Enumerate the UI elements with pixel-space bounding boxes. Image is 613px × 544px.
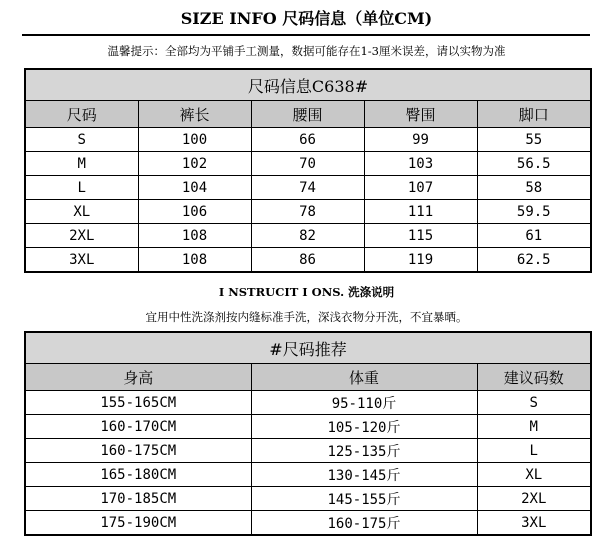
table-row	[25, 415, 591, 439]
table-cell: 61	[477, 224, 591, 248]
size-table-header	[25, 101, 591, 128]
table-cell: 3XL	[477, 511, 591, 536]
column-header: 体重	[251, 364, 477, 391]
table-cell: 125-135斤	[251, 439, 477, 463]
column-header: 腰围	[251, 101, 364, 128]
size-table-caption: 尺码信息C638#	[25, 69, 591, 101]
table-cell: 108	[138, 224, 251, 248]
table-row	[25, 391, 591, 415]
table-cell: S	[477, 391, 591, 415]
table-row	[25, 224, 591, 248]
table-cell: S	[25, 128, 138, 152]
table-cell: 105-120斤	[251, 415, 477, 439]
table-cell: 2XL	[25, 224, 138, 248]
table-cell: XL	[25, 200, 138, 224]
table-cell: XL	[477, 463, 591, 487]
table-cell: 106	[138, 200, 251, 224]
table-cell: 145-155斤	[251, 487, 477, 511]
table-cell: 108	[138, 248, 251, 273]
table-cell: 58	[477, 176, 591, 200]
table-cell: 70	[251, 152, 364, 176]
column-header: 建议码数	[477, 364, 591, 391]
table-cell: 74	[251, 176, 364, 200]
table-cell: 107	[364, 176, 477, 200]
table-cell: 175-190CM	[25, 511, 251, 536]
table-cell: 160-175斤	[251, 511, 477, 536]
table-cell: 111	[364, 200, 477, 224]
table-row	[25, 439, 591, 463]
table-cell: 155-165CM	[25, 391, 251, 415]
table-cell: 100	[138, 128, 251, 152]
size-recommendation-table	[24, 331, 592, 536]
instructions-title: I NSTRUCIT I ONS. 洗涤说明	[218, 285, 395, 299]
table-cell: L	[25, 176, 138, 200]
column-header: 身高	[25, 364, 251, 391]
column-header: 臀围	[364, 101, 477, 128]
page-title: SIZE INFO 尺码信息（单位CM)	[180, 9, 433, 28]
recommend-table-caption: #尺码推荐	[25, 332, 591, 364]
table-cell: 86	[251, 248, 364, 273]
column-header: 裤长	[138, 101, 251, 128]
table-cell: 66	[251, 128, 364, 152]
table-row	[25, 487, 591, 511]
table-cell: 56.5	[477, 152, 591, 176]
recommend-table-header	[25, 364, 591, 391]
table-cell: 104	[138, 176, 251, 200]
size-info-table	[24, 68, 592, 273]
table-cell: 130-145斤	[251, 463, 477, 487]
table-cell: 103	[364, 152, 477, 176]
title-divider	[22, 34, 590, 36]
table-row	[25, 176, 591, 200]
table-cell: 78	[251, 200, 364, 224]
table-cell: 62.5	[477, 248, 591, 273]
column-header: 脚口	[477, 101, 591, 128]
table-row	[25, 463, 591, 487]
table-cell: 102	[138, 152, 251, 176]
table-cell: 115	[364, 224, 477, 248]
measurement-notice: 温馨提示：全部均为平铺手工测量，数据可能存在1-3厘米误差，请以实物为准	[107, 44, 506, 58]
column-header: 尺码	[25, 101, 138, 128]
table-cell: 165-180CM	[25, 463, 251, 487]
table-row	[25, 248, 591, 273]
table-cell: M	[477, 415, 591, 439]
table-cell: 82	[251, 224, 364, 248]
table-cell: L	[477, 439, 591, 463]
table-cell: 170-185CM	[25, 487, 251, 511]
table-row	[25, 128, 591, 152]
table-cell: 99	[364, 128, 477, 152]
table-cell: 59.5	[477, 200, 591, 224]
table-cell: 55	[477, 128, 591, 152]
table-cell: 2XL	[477, 487, 591, 511]
table-cell: 119	[364, 248, 477, 273]
table-cell: 160-175CM	[25, 439, 251, 463]
table-cell: M	[25, 152, 138, 176]
table-row	[25, 511, 591, 536]
table-cell: 95-110斤	[251, 391, 477, 415]
table-row	[25, 200, 591, 224]
table-row	[25, 152, 591, 176]
instructions-text: 宜用中性洗涤剂按内缝标准手洗，深浅衣物分开洗，不宜暴晒。	[145, 310, 468, 324]
table-cell: 3XL	[25, 248, 138, 273]
table-cell: 160-170CM	[25, 415, 251, 439]
